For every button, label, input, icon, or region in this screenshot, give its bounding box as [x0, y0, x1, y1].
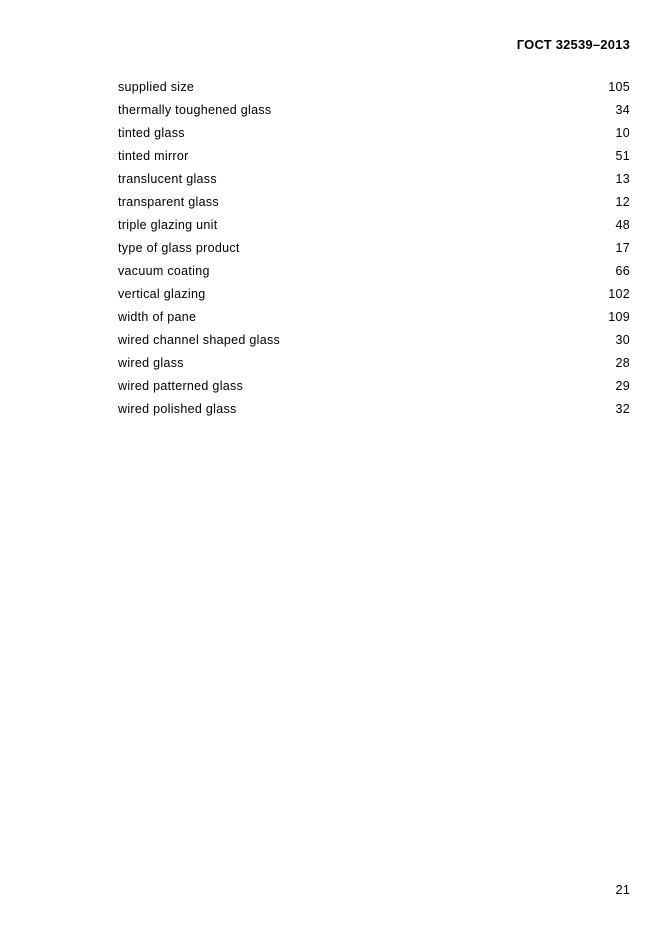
index-term: tinted mirror — [118, 149, 189, 163]
index-page-ref: 105 — [608, 80, 630, 94]
index-term: transparent glass — [118, 195, 219, 209]
index-row — [118, 330, 630, 353]
index-page-ref: 10 — [615, 126, 630, 140]
index-term: tinted glass — [118, 126, 185, 140]
index-term: wired glass — [118, 356, 184, 370]
index-term: width of pane — [118, 310, 197, 324]
index-term: thermally toughened glass — [118, 103, 272, 117]
index-term: type of glass product — [118, 241, 240, 255]
index-row — [118, 353, 630, 376]
term-index-list — [118, 77, 630, 422]
index-term: vertical glazing — [118, 287, 206, 301]
index-page-ref: 30 — [615, 333, 630, 347]
index-row — [118, 215, 630, 238]
index-page-ref: 102 — [608, 287, 630, 301]
index-term: vacuum coating — [118, 264, 210, 278]
index-row — [118, 146, 630, 169]
index-page-ref: 34 — [615, 103, 630, 117]
page-number: 21 — [615, 882, 630, 897]
index-row — [118, 284, 630, 307]
index-page-ref: 48 — [615, 218, 630, 232]
index-term: supplied size — [118, 80, 195, 94]
index-page-ref: 32 — [615, 402, 630, 416]
index-row — [118, 261, 630, 284]
index-page-ref: 109 — [608, 310, 630, 324]
index-row — [118, 376, 630, 399]
index-row — [118, 238, 630, 261]
document-header-standard-code: ГОСТ 32539–2013 — [516, 37, 630, 52]
index-row — [118, 123, 630, 146]
index-row — [118, 169, 630, 192]
index-page-ref: 66 — [615, 264, 630, 278]
index-page-ref: 12 — [615, 195, 630, 209]
index-row — [118, 399, 630, 422]
index-page-ref: 28 — [615, 356, 630, 370]
index-row — [118, 77, 630, 100]
index-term: triple glazing unit — [118, 218, 218, 232]
index-row — [118, 307, 630, 330]
index-term: wired patterned glass — [118, 379, 244, 393]
index-page-ref: 29 — [615, 379, 630, 393]
index-term: translucent glass — [118, 172, 217, 186]
index-row — [118, 100, 630, 123]
index-page-ref: 13 — [615, 172, 630, 186]
index-page-ref: 17 — [615, 241, 630, 255]
index-term: wired polished glass — [118, 402, 237, 416]
index-term: wired channel shaped glass — [118, 333, 281, 347]
index-row — [118, 192, 630, 215]
index-page-ref: 51 — [615, 149, 630, 163]
